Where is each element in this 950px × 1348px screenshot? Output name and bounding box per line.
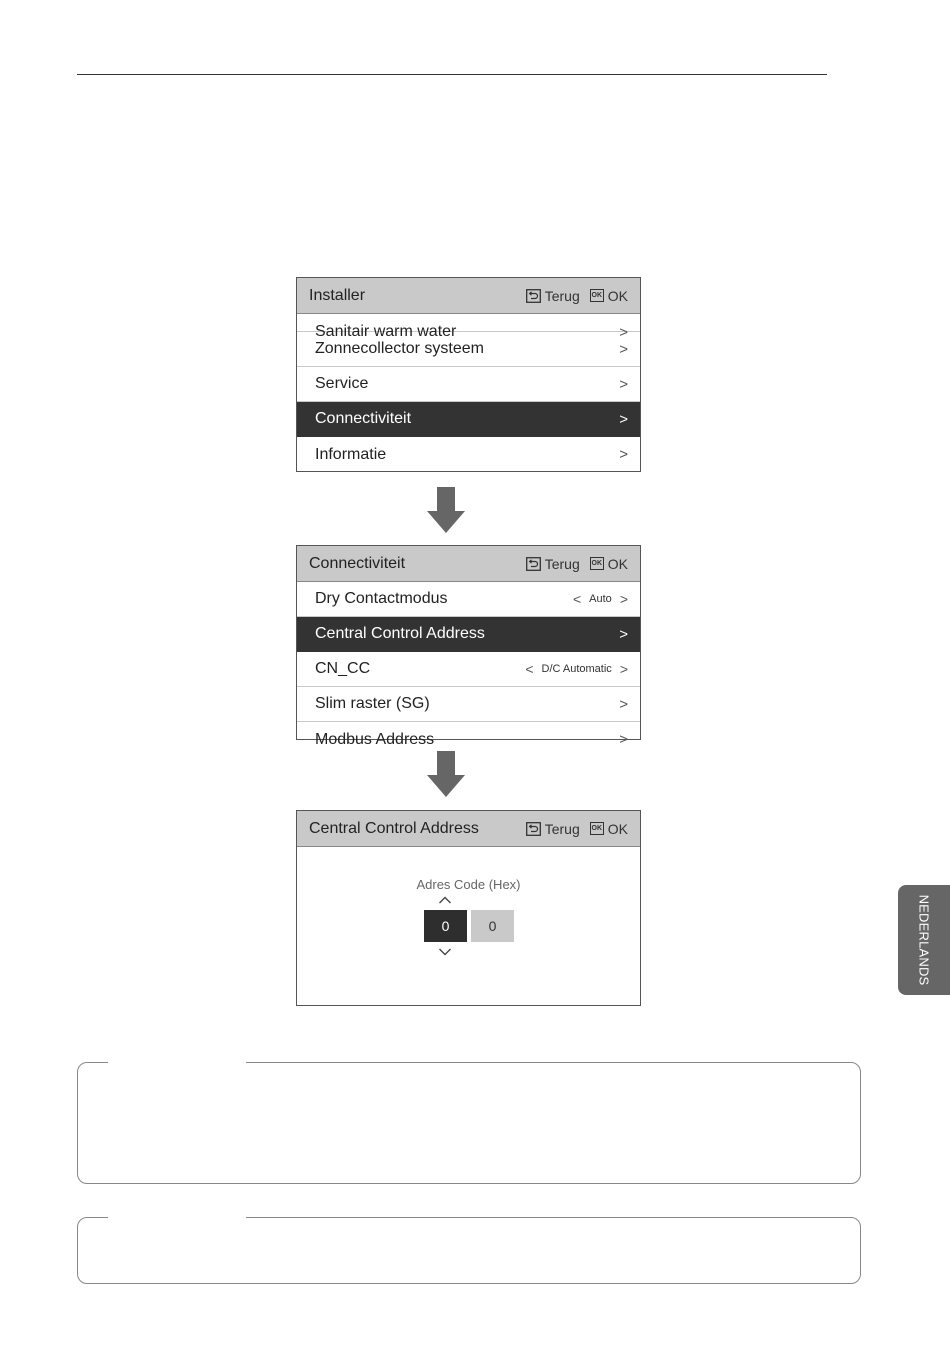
ok-button[interactable] — [590, 821, 628, 837]
chevron-left-icon[interactable]: < — [525, 661, 534, 677]
ok-label: OK — [607, 287, 628, 304]
header-controls — [526, 288, 628, 304]
header-controls — [526, 821, 628, 837]
chevron-right-icon: > — [619, 324, 628, 341]
ok-button[interactable] — [590, 556, 628, 572]
selector-value: D/C Automatic — [541, 663, 612, 675]
ok-key-icon: OK — [590, 822, 604, 835]
connectiviteit-screen — [296, 545, 641, 748]
screen-title: Connectiviteit — [309, 554, 406, 572]
menu-item-label: Sanitair warm water — [315, 323, 457, 340]
ok-key-icon: OK — [590, 557, 604, 570]
down-arrow-icon — [427, 487, 465, 535]
central-control-address-screen — [296, 810, 641, 1006]
address-editor — [297, 847, 640, 1004]
value-selector[interactable] — [525, 661, 628, 677]
digit-selected[interactable]: 0 — [424, 910, 467, 942]
note-box — [77, 1062, 861, 1184]
note-box — [77, 1217, 861, 1284]
menu-item-label: Modbus Address — [315, 731, 435, 748]
chevron-down-icon[interactable] — [438, 947, 452, 957]
menu-item-sanitair-warm-water[interactable] — [297, 314, 640, 341]
menu-item-label: Dry Contactmodus — [315, 590, 448, 607]
chevron-right-icon: > — [619, 695, 628, 713]
menu-item-slim-raster[interactable] — [297, 687, 640, 722]
ok-label: OK — [607, 820, 628, 837]
header-controls — [526, 556, 628, 572]
chevron-right-icon: > — [619, 625, 628, 643]
chevron-up-icon[interactable] — [438, 895, 452, 905]
ok-label: OK — [607, 555, 628, 572]
language-tab-label: NEDERLANDS — [916, 894, 932, 986]
chevron-right-icon: > — [619, 340, 628, 358]
chevron-right-icon: > — [619, 446, 628, 463]
chevron-right-icon: > — [619, 410, 628, 428]
menu-item-label: Informatie — [315, 445, 387, 463]
menu-item-label: Zonnecollector systeem — [315, 340, 484, 357]
back-icon — [526, 289, 541, 303]
installer-screen — [296, 277, 641, 472]
back-label: Terug — [544, 820, 580, 837]
menu-item-label: Slim raster (SG) — [315, 695, 430, 712]
chevron-left-icon[interactable]: < — [572, 591, 582, 607]
language-tab — [898, 885, 950, 995]
back-icon — [526, 557, 541, 571]
down-arrow-icon — [427, 751, 465, 799]
ok-button[interactable] — [590, 288, 628, 304]
chevron-right-icon[interactable]: > — [619, 661, 628, 677]
menu-item-label: CN_CC — [315, 660, 371, 677]
digit[interactable]: 0 — [471, 910, 514, 942]
menu-item-dry-contactmodus[interactable] — [297, 582, 640, 617]
menu-item-connectiviteit[interactable] — [297, 402, 640, 437]
menu-item-label: Central Control Address — [315, 625, 485, 642]
back-button[interactable] — [526, 556, 580, 572]
screen-header — [297, 278, 640, 314]
back-button[interactable] — [526, 821, 580, 837]
screen-title: Central Control Address — [309, 819, 479, 837]
menu-item-modbus-address[interactable] — [297, 722, 640, 748]
screen-header — [297, 811, 640, 847]
selector-value: Auto — [589, 593, 612, 605]
chevron-right-icon: > — [619, 731, 628, 748]
chevron-right-icon[interactable]: > — [619, 591, 628, 607]
back-button[interactable] — [526, 288, 580, 304]
menu-item-label: Service — [315, 375, 369, 392]
back-label: Terug — [544, 555, 580, 572]
menu-item-central-control-address[interactable] — [297, 617, 640, 652]
menu-item-cn-cc[interactable] — [297, 652, 640, 687]
screen-title: Installer — [309, 286, 366, 304]
top-rule — [77, 74, 827, 75]
screen-header — [297, 546, 640, 582]
menu-item-service[interactable] — [297, 367, 640, 402]
back-icon — [526, 822, 541, 836]
back-label: Terug — [544, 287, 580, 304]
menu-item-informatie[interactable] — [297, 437, 640, 472]
value-selector[interactable] — [573, 591, 628, 607]
chevron-right-icon: > — [619, 375, 628, 393]
menu-item-label: Connectiviteit — [315, 410, 412, 427]
ok-key-icon: OK — [590, 289, 604, 302]
field-label: Adres Code (Hex) — [416, 877, 521, 892]
